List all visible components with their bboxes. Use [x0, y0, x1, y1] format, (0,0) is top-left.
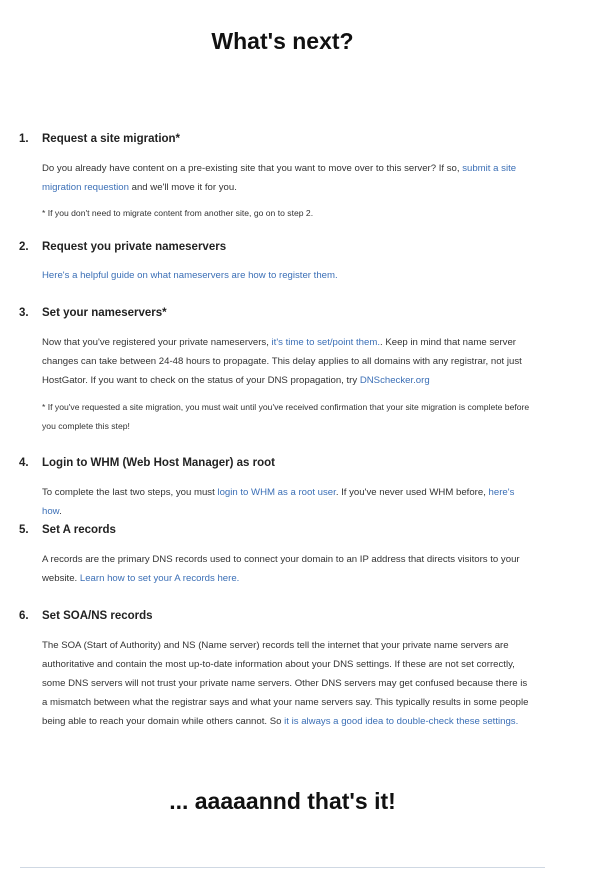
body-text: A records are the primary DNS records used to connect your domain to an IP address that directs visitors to your website.	[42, 554, 520, 584]
step-number: 1.	[19, 133, 29, 145]
step-title: Login to WHM (Web Host Manager) as root	[42, 457, 275, 469]
nameserver-guide-link[interactable]: Here's a helpful guide on what nameservers are how to register them.	[42, 270, 338, 281]
step-body	[42, 266, 532, 285]
step-title: Set A records	[42, 524, 116, 536]
step-note: * If you don't need to migrate content from another site, go on to step 2.	[42, 208, 314, 218]
body-text: To complete the last two steps, you must	[42, 487, 218, 498]
body-text: . Keep in mind that name server changes can take between 24-48 hours to propagate. This delay applies to all domains with any registrar, not just HostGator. If you want to check on the status of your DNS propagation, try	[42, 337, 522, 386]
body-text: . If you've never used WHM before,	[335, 487, 489, 498]
body-text: .	[59, 506, 62, 517]
double-check-settings-link[interactable]: it is always a good idea to double-check these settings.	[284, 716, 519, 727]
step-number: 3.	[19, 307, 29, 319]
page-title: What's next?	[211, 28, 354, 54]
step-note: * If you've requested a site migration, you must wait until you've received confirmation that your site migration is complete before you complete this step!	[42, 402, 530, 431]
body-text: and we'll move it for you.	[128, 182, 237, 193]
step-title: Request a site migration*	[42, 133, 181, 145]
body-text: Do you already have content on a pre-existing site that you want to move over to this server? If so,	[42, 163, 463, 174]
dnschecker-link[interactable]: DNSchecker.org	[359, 375, 430, 386]
step-number: 2.	[19, 241, 29, 253]
divider	[20, 867, 545, 868]
whm-login-link[interactable]: login to WHM as a root user	[217, 487, 336, 498]
step-body	[42, 159, 532, 197]
body-text: The SOA (Start of Authority) and NS (Name server) records tell the internet that your private name servers are authoritative and contain the most up-to-date information about your DNS settings. If these are not set correctly, some DNS servers will not trust your private name servers. Other DNS servers may get confused because there is a mismatch between what the registrar says and what your name servers say. This typically results in some people being able to reach your domain while others cannot. So	[42, 640, 529, 727]
set-nameservers-link[interactable]: it's time to set/point them.	[271, 337, 381, 348]
step-number: 5.	[19, 524, 29, 536]
whm-how-to-link[interactable]: here's how	[42, 487, 515, 517]
step-body	[42, 636, 532, 731]
a-records-link[interactable]: Learn how to set your A records here.	[79, 573, 240, 584]
step-title: Request you private nameservers	[42, 241, 227, 253]
step-title: Set your nameservers*	[42, 307, 167, 319]
site-migration-link[interactable]: submit a site migration requestion	[42, 163, 517, 193]
closing-heading: ... aaaaannd that's it!	[169, 788, 396, 814]
step-number: 6.	[19, 610, 29, 622]
step-body	[42, 483, 532, 521]
body-text: Now that you've registered your private nameservers,	[42, 337, 272, 348]
step-number: 4.	[19, 457, 29, 469]
step-title: Set SOA/NS records	[42, 610, 153, 622]
step-body	[42, 333, 532, 390]
step-body	[42, 550, 532, 588]
